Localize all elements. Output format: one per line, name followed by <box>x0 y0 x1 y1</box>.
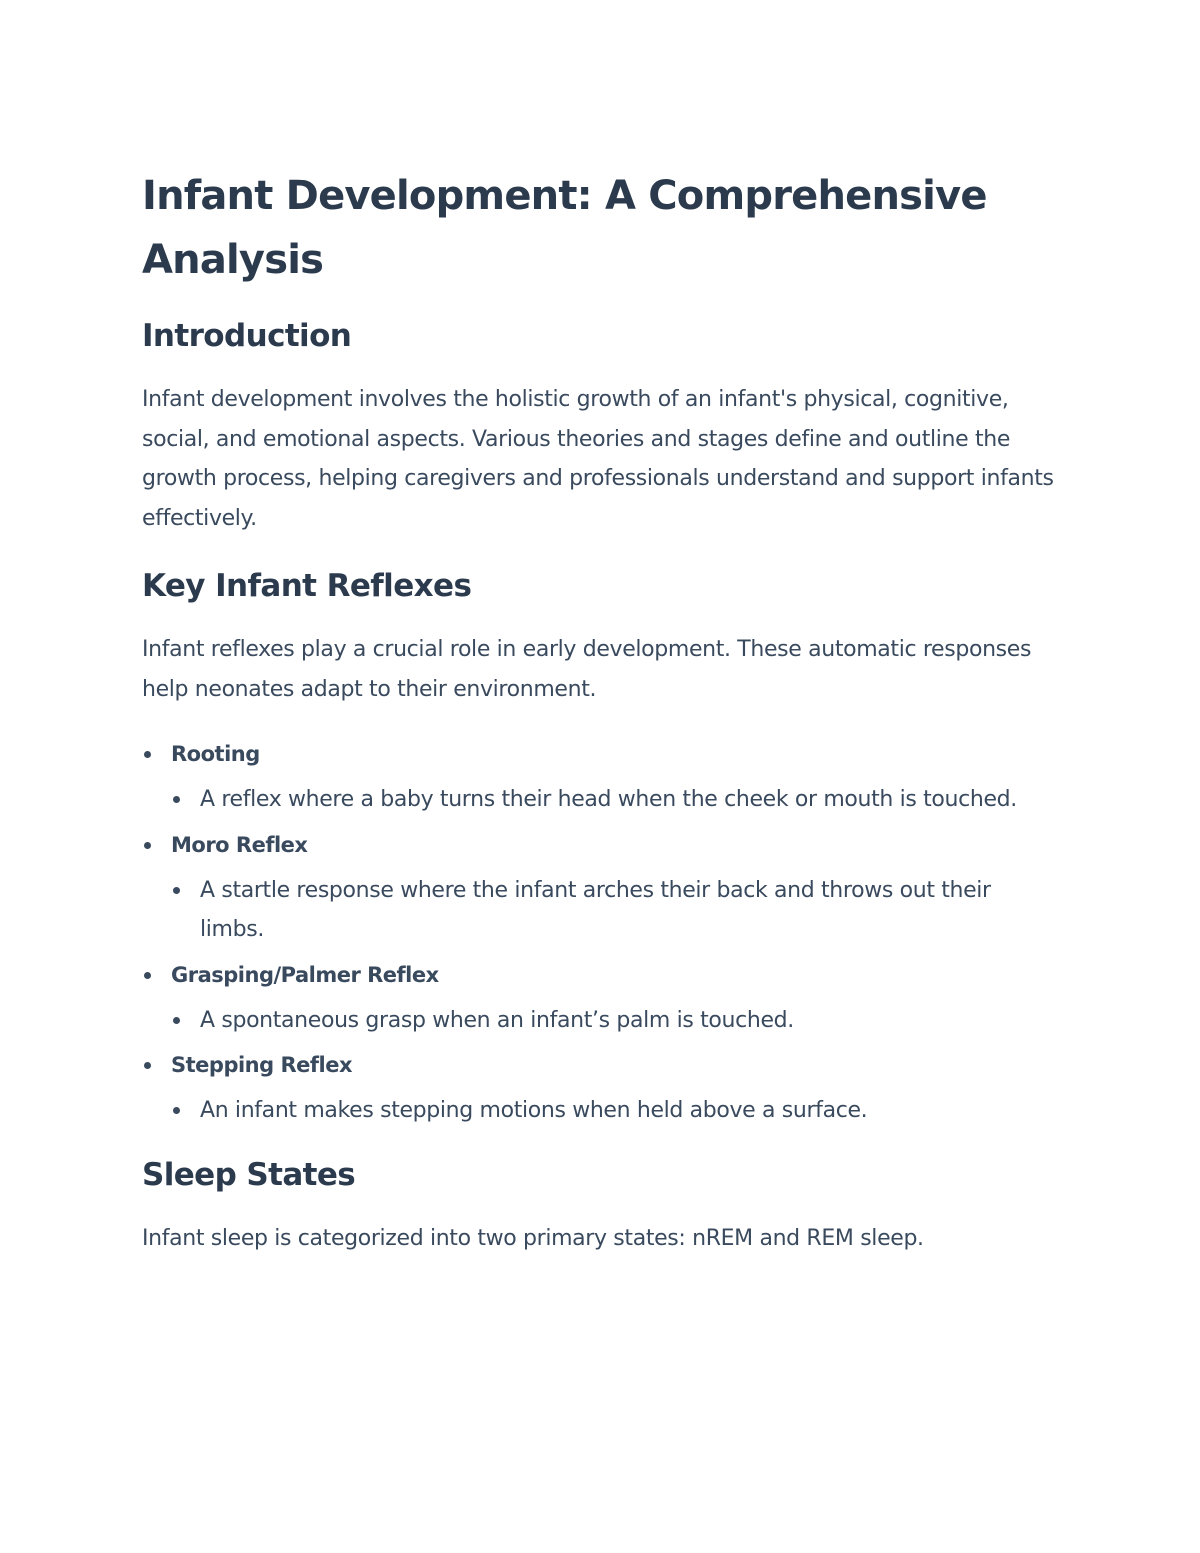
reflex-name: Rooting <box>171 742 260 766</box>
reflex-description: An infant makes stepping motions when held above a surface. <box>171 1091 1057 1131</box>
sleep-heading: Sleep States <box>142 1156 356 1193</box>
reflex-sub-list <box>171 1001 1057 1041</box>
reflex-description: A startle response where the infant arches their back and throws out their limbs. <box>171 871 1057 950</box>
reflex-sub-list <box>171 780 1057 820</box>
reflex-list <box>142 735 1057 1131</box>
reflex-sub-list <box>171 1091 1057 1131</box>
reflex-description: A spontaneous grasp when an infant’s palm is touched. <box>171 1001 1057 1041</box>
sleep-paragraph: Infant sleep is categorized into two primary states: nREM and REM sleep. <box>142 1225 924 1251</box>
reflexes-paragraph: Infant reflexes play a crucial role in early development. These automatic responses help neonates adapt to their environment. <box>142 637 1032 702</box>
reflex-name: Moro Reflex <box>171 832 308 857</box>
introduction-heading: Introduction <box>142 318 352 354</box>
introduction-paragraph: Infant development involves the holistic growth of an infant's physical, cognitive, social, and emotional aspects. Various theories and stages define and outline the growth process, helping caregivers and professionals understand and support infants effectively. <box>142 387 1054 531</box>
reflex-name: Stepping Reflex <box>171 1053 352 1077</box>
reflex-item-moro <box>142 826 1057 950</box>
document-page <box>142 164 1057 1284</box>
reflex-name: Grasping/Palmer Reflex <box>171 962 439 987</box>
reflex-item-stepping <box>142 1046 1057 1131</box>
reflex-description: A reflex where a baby turns their head when the cheek or mouth is touched. <box>171 780 1057 820</box>
reflex-item-rooting <box>142 735 1057 820</box>
reflex-sub-list <box>171 871 1057 950</box>
reflexes-heading: Key Infant Reflexes <box>142 568 472 604</box>
document-title: Infant Development: A Comprehensive Analysis <box>142 173 987 283</box>
reflex-item-grasping <box>142 956 1057 1041</box>
